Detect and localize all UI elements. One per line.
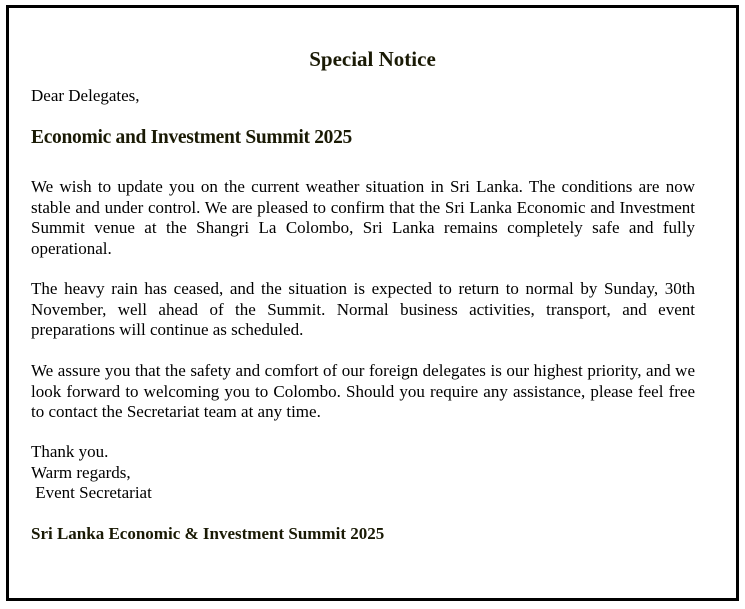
subject-heading: Economic and Investment Summit 2025: [31, 127, 353, 148]
paragraph-rain-ceased: The heavy rain has ceased, and the situation is expected to return to normal by Sunday, 30th November, well ahead of the Summit. Normal business activities, transport, and event preparations will continue as scheduled.: [31, 279, 695, 339]
notice-title: Special Notice: [309, 47, 436, 71]
closing-regards: Warm regards,: [31, 462, 131, 482]
paragraph-weather-update: We wish to update you on the current weather situation in Sri Lanka. The conditions are now stable and under control. We are pleased to confirm that the Sri Lanka Economic and Investment Summit venue at the Shangri La Colombo, Sri Lanka remains completely safe and fully operational.: [31, 177, 695, 258]
closing-block: [31, 442, 152, 504]
closing-thanks: Thank you.: [31, 442, 109, 461]
salutation: Dear Delegates,: [31, 86, 140, 105]
closing-sender: Event Secretariat: [31, 483, 152, 502]
organization-signature: Sri Lanka Economic & Investment Summit 2025: [31, 524, 385, 543]
paragraph-assurance: We assure you that the safety and comfort of our foreign delegates is our highest priority, and we look forward to welcoming you to Colombo. Should you require any assistance, please feel free to contact the Secretariat team at any time.: [31, 361, 695, 421]
